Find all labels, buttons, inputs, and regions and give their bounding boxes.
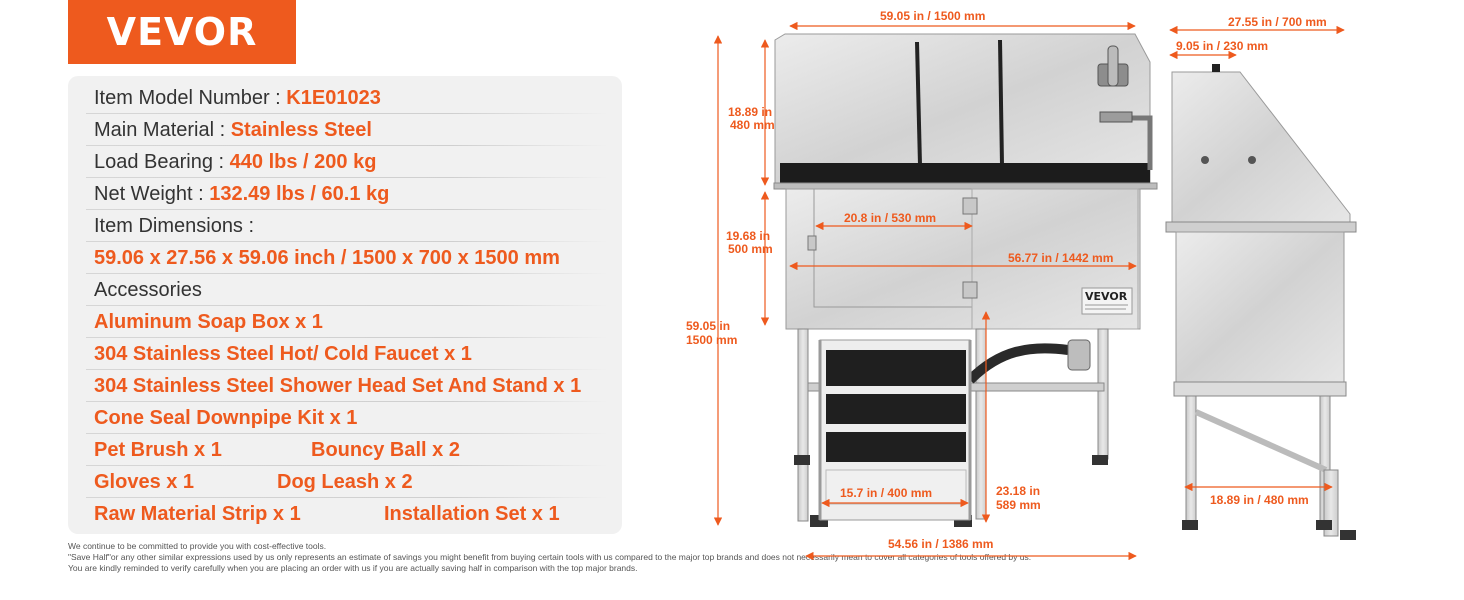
- weight-value: 132.49 lbs / 60.1 kg: [209, 183, 390, 205]
- spec-row-dimensions-label: [94, 210, 608, 242]
- accessory-row: [94, 466, 608, 498]
- accessory-item: Gloves x 1: [94, 471, 195, 493]
- disclaimer-line: We continue to be committed to provide you with cost-effective tools.: [68, 541, 327, 551]
- spec-row-model: [94, 82, 608, 114]
- dimensions-value: 59.06 x 27.56 x 59.06 inch / 1500 x 700 x 1500 mm: [94, 247, 560, 269]
- side-depth-label: 27.55 in / 700 mm: [1228, 15, 1327, 29]
- load-label: Load Bearing :: [94, 151, 230, 173]
- cabinet-height-in-label: 19.68 in: [726, 229, 771, 243]
- side-base-label: 18.89 in / 480 mm: [1210, 493, 1309, 507]
- spec-row-load: [94, 146, 608, 178]
- spec-row-dimensions-value: [94, 242, 608, 274]
- accessory-row: [94, 402, 608, 434]
- accessory-row: [94, 370, 608, 402]
- model-value: K1E01023: [286, 87, 381, 109]
- model-label: Item Model Number :: [94, 87, 287, 109]
- spec-panel: [68, 76, 622, 534]
- accessory-item: Cone Seal Downpipe Kit x 1: [94, 407, 358, 429]
- disclaimer-line: "Save Half"or any other similar expressions used by us only represents an estimate of savings you might benefit from buying certain tools with us compared to the major top brands and does not necessarily mean to cover all categories of tools offered by us.: [68, 552, 1032, 562]
- door-width-label: 20.8 in / 530 mm: [844, 211, 937, 225]
- material-label: Main Material :: [94, 119, 231, 141]
- cabinet-height-mm-label: 500 mm: [728, 242, 773, 256]
- spec-row-weight: [94, 178, 608, 210]
- plate-brand-text: VEVOR: [1085, 290, 1128, 303]
- ramp-width-label: 15.7 in / 400 mm: [840, 486, 933, 500]
- logo-text: VEVOR: [106, 10, 258, 54]
- material-value: Stainless Steel: [230, 119, 372, 141]
- accessory-row: [94, 498, 608, 530]
- tub-side-view: [1166, 64, 1356, 540]
- inner-width-label: 56.77 in / 1442 mm: [1008, 251, 1114, 265]
- tub-front-view: [774, 34, 1157, 527]
- leg-height-in-label: 23.18 in: [996, 484, 1041, 498]
- accessory-item: Bouncy Ball x 2: [311, 439, 460, 461]
- accessory-item: Raw Material Strip x 1: [94, 503, 301, 525]
- front-width-label: 59.05 in / 1500 mm: [880, 9, 986, 23]
- accessory-item: 304 Stainless Steel Shower Head Set And Stand x 1: [94, 375, 582, 397]
- total-height-mm-label: 1500 mm: [686, 333, 738, 347]
- accessory-item: Installation Set x 1: [384, 503, 560, 525]
- accessory-item: Dog Leash x 2: [277, 471, 413, 493]
- side-top-label: 9.05 in / 230 mm: [1176, 39, 1269, 53]
- accessories-label: Accessories: [94, 279, 202, 301]
- disclaimer-line: You are kindly reminded to verify carefully when you are placing an order with us if you are actually saving half in comparison with the top major brands.: [68, 563, 638, 573]
- dimensions-label: Item Dimensions :: [94, 215, 255, 237]
- load-value: 440 lbs / 200 kg: [229, 151, 377, 173]
- spec-row-accessories: [94, 274, 608, 306]
- weight-label: Net Weight :: [94, 183, 210, 205]
- accessory-row: [94, 434, 608, 466]
- accessory-item: Pet Brush x 1: [94, 439, 222, 461]
- accessory-item: Aluminum Soap Box x 1: [94, 311, 323, 333]
- accessory-row: [94, 338, 608, 370]
- back-height-in-label: 18.89 in: [728, 105, 773, 119]
- brand-plate: [1082, 288, 1132, 314]
- back-height-mm-label: 480 mm: [730, 118, 775, 132]
- accessory-item: 304 Stainless Steel Hot/ Cold Faucet x 1: [94, 343, 472, 365]
- accessory-row: [94, 306, 608, 338]
- total-height-in-label: 59.05 in: [686, 319, 731, 333]
- spec-row-material: [94, 114, 608, 146]
- product-drawings: [680, 0, 1464, 560]
- base-width-label: 54.56 in / 1386 mm: [888, 537, 994, 551]
- leg-height-mm-label: 589 mm: [996, 498, 1041, 512]
- vevor-logo: [68, 0, 296, 64]
